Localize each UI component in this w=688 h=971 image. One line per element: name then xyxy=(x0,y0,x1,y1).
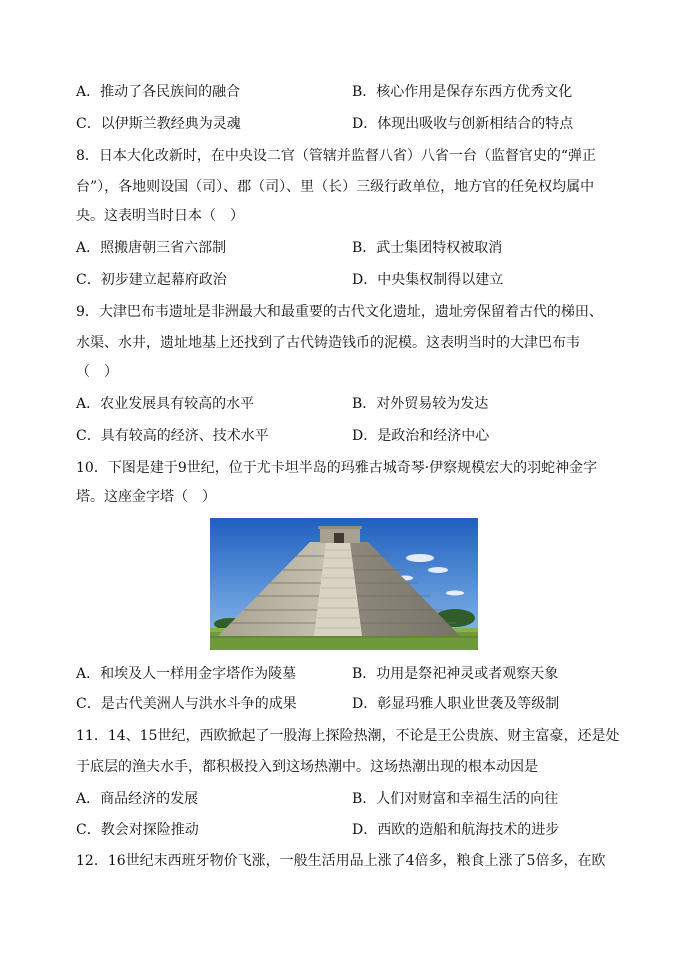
q7-option-b: B．核心作用是保存东西方优秀文化 xyxy=(352,84,573,100)
q10-stem-line-1: 10．下图是建于9世纪，位于尤卡坦半岛的玛雅古城奇琴·伊察规模宏大的羽蛇神金字 xyxy=(76,460,598,476)
q7-option-d: D．体现出吸收与创新相结合的特点 xyxy=(352,116,574,132)
q11-option-b: B．人们对财富和幸福生活的向往 xyxy=(352,791,559,807)
q7-option-c: C．以伊斯兰教经典为灵魂 xyxy=(76,116,241,132)
q9-option-d: D．是政治和经济中心 xyxy=(352,428,490,444)
q8-option-b: B．武士集团特权被取消 xyxy=(352,240,503,256)
q8-option-c: C．初步建立起幕府政治 xyxy=(76,272,227,288)
q9-stem-line-3: （ ） xyxy=(76,364,118,380)
q7-option-a: A．推动了各民族间的融合 xyxy=(76,84,241,100)
q12-stem-line-1: 12．16世纪末西班牙物价飞涨，一般生活用品上涨了4倍多，粮食上涨了5倍多，在欧 xyxy=(76,853,606,869)
q10-stem-line-2: 塔。这座金字塔（ ） xyxy=(76,489,216,505)
q9-stem-line-2: 水渠、水井，遗址地基上还找到了古代铸造钱币的泥模。这表明当时的大津巴布韦 xyxy=(76,335,580,351)
q10-option-a: A．和埃及人一样用金字塔作为陵墓 xyxy=(76,666,297,682)
q11-stem-line-1: 11．14、15世纪，西欧掀起了一股海上探险热潮，不论是王公贵族、财主富豪，还是处 xyxy=(76,728,620,744)
q9-option-b: B．对外贸易较为发达 xyxy=(352,396,489,412)
q11-option-a: A．商品经济的发展 xyxy=(76,791,199,807)
q10-option-c: C．是古代美洲人与洪水斗争的成果 xyxy=(76,696,297,712)
q11-option-c: C．教会对探险推动 xyxy=(76,822,199,838)
pyramid-photo xyxy=(210,518,478,650)
q9-option-a: A．农业发展具有较高的水平 xyxy=(76,396,255,412)
q8-stem-line-3: 央。这表明当时日本（ ） xyxy=(76,208,244,224)
q9-stem-line-1: 9．大津巴布韦遗址是非洲最大和最重要的古代文化遗址，遗址旁保留着古代的梯田、 xyxy=(76,304,603,320)
q9-option-c: C．具有较高的经济、技术水平 xyxy=(76,428,269,444)
q11-stem-line-2: 于底层的渔夫水手，都积极投入到这场热潮中。这场热潮出现的根本动因是 xyxy=(76,759,538,775)
q8-option-a: A．照搬唐朝三省六部制 xyxy=(76,240,227,256)
q10-option-b: B．功用是祭祀神灵或者观察天象 xyxy=(352,666,559,682)
q8-option-d: D．中央集权制得以建立 xyxy=(352,272,504,288)
q10-option-d: D．彰显玛雅人职业世袭及等级制 xyxy=(352,696,560,712)
q8-stem-line-1: 8．日本大化改新时，在中央设二官（管辖并监督八省）八省一台（监督官史的“弹正 xyxy=(76,148,597,164)
q8-stem-line-2: 台”），各地则设国（司）、郡（司）、里（长）三级行政单位，地方官的任免权均属中 xyxy=(76,179,595,195)
q11-option-d: D．西欧的造船和航海技术的进步 xyxy=(352,822,560,838)
